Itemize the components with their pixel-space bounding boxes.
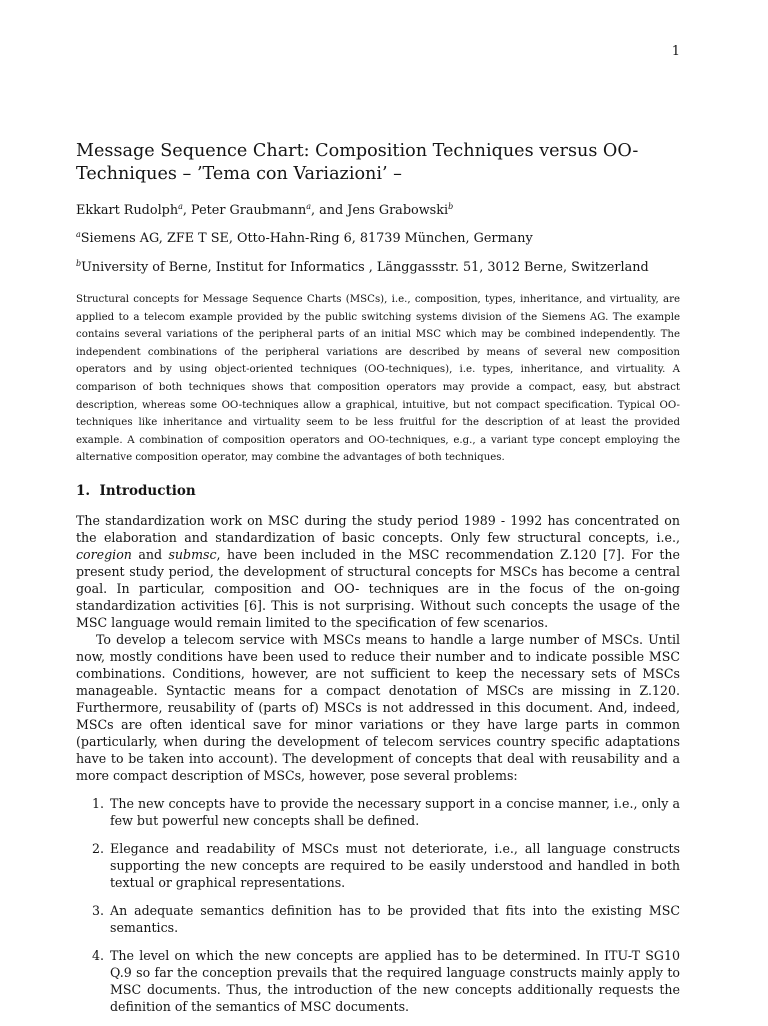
- list-item: [76, 840, 680, 891]
- list-item-text: An adequate semantics definition has to be provided that fits into the existing MSC semantics.: [110, 902, 680, 935]
- affiliation-mark: a: [306, 202, 311, 211]
- intro-paragraph-2: To develop a telecom service with MSCs means to handle a large number of MSCs. Until now, mostly conditions have been used to reduce their number and to indicate possible MSC combinations. Conditions, however, are not sufficient to keep the necessary sets of MSCs manageable. Syntactic means for a compact denotation of MSCs are missing in Z.120. Furthermore, reusability of (parts of) MSCs is not addressed in this document. And, indeed, MSCs are often identical save for minor variations or they have large parts in common (particularly, when during the development of telecom services country specific adaptations have to be taken into account). The development of concepts that deal with reusability and a more compact description of MSCs, however, pose several problems:: [76, 631, 680, 783]
- author-separator: ,: [182, 203, 192, 218]
- author-name: Peter Graubmann: [191, 203, 307, 218]
- list-item-text: The level on which the new concepts are applied has to be determined. In ITU-T SG10 Q.9 so far the conception prevails that the required language constructs mainly apply to MSC documents. Thus, the introduction of the new concepts additionally requests the definition of the semantics of MSC documents.: [110, 947, 680, 1014]
- affiliation-text: University of Berne, Institut for Informatics , Länggassstr. 51, 3012 Berne, Switzerland: [81, 260, 649, 275]
- list-item-text: The new concepts have to provide the necessary support in a concise manner, i.e., only a few but powerful new concepts shall be defined.: [110, 795, 680, 828]
- paper-title: Message Sequence Chart: Composition Techniques versus OO-Techniques – ’Tema con Variazioni’ –: [76, 141, 639, 184]
- intro-paragraph-1: [76, 512, 680, 631]
- page-number: 1: [671, 44, 680, 59]
- affiliation-berne: [76, 260, 680, 275]
- author-name: Ekkart Rudolph: [76, 203, 179, 218]
- list-item: [76, 795, 680, 829]
- affiliation-siemens: [76, 231, 680, 246]
- term-submsc: submsc: [168, 546, 217, 562]
- list-item-text: Elegance and readability of MSCs must not deteriorate, i.e., all language constructs supporting the new concepts are required to be easily understood and handled in both textual or graphical representations.: [110, 840, 680, 890]
- list-item-number: 2.: [92, 840, 105, 856]
- affiliation-mark: b: [76, 259, 82, 268]
- paragraph-text: The standardization work on MSC during the study period 1989 - 1992 has concentrated on the elaboration and standardization of basic concepts. Only few structural concepts, i.e.,: [76, 512, 680, 545]
- list-item: [76, 947, 680, 1015]
- problem-list: [76, 795, 680, 1015]
- paragraph-text: , have been included in the MSC recommendation Z.120 [7]. For the present study period, the development of structural concepts for MSCs has become a central goal. In particular, composition and OO- techniques are in the focus of the on-going standardization activities [6]. This is not surprising. Without such concepts the usage of the MSC language would remain limited to the specification of few scenarios.: [76, 546, 680, 630]
- paper-content: [76, 140, 680, 1026]
- author-separator: , and: [310, 203, 348, 218]
- list-item-number: 3.: [92, 902, 105, 918]
- affiliation-mark: a: [76, 230, 81, 239]
- author-name: Jens Grabowski: [347, 203, 449, 218]
- affiliation-mark: a: [178, 202, 183, 211]
- author-list: [76, 203, 680, 218]
- paragraph-text: and: [131, 546, 169, 562]
- affiliation-text: Siemens AG, ZFE T SE, Otto-Hahn-Ring 6, 81739 München, Germany: [80, 231, 533, 246]
- term-coregion: coregion: [76, 546, 132, 562]
- affiliation-mark: b: [448, 202, 454, 211]
- section-number: 1.: [76, 482, 91, 499]
- abstract: Structural concepts for Message Sequence Charts (MSCs), i.e., composition, types, inheritance, and virtuality, are applied to a telecom example provided by the public switching systems division of the Siemens AG. The example contains several variations of the peripheral parts of an initial MSC which may be combined independently. The independent combinations of the peripheral variations are described by means of several new composition operators and by using object-oriented techniques (OO-techniques), i.e. types, inheritance, and virtuality. A comparison of both techniques shows that composition operators may provide a compact, easy, but abstract description, whereas some OO-techniques allow a graphical, intuitive, but not compact specification. Typical OO-techniques like inheritance and virtuality seem to be less fruitful for the description of at least the provided example. A combination of composition operators and OO-techniques, e.g., a variant type concept employing the alternative composition operator, may combine the advantages of both techniques.: [76, 294, 680, 464]
- section-heading-introduction: [76, 483, 680, 499]
- list-item: [76, 902, 680, 936]
- section-title-text: Introduction: [99, 482, 196, 499]
- list-item-number: 4.: [92, 947, 105, 963]
- list-item-number: 1.: [92, 795, 105, 811]
